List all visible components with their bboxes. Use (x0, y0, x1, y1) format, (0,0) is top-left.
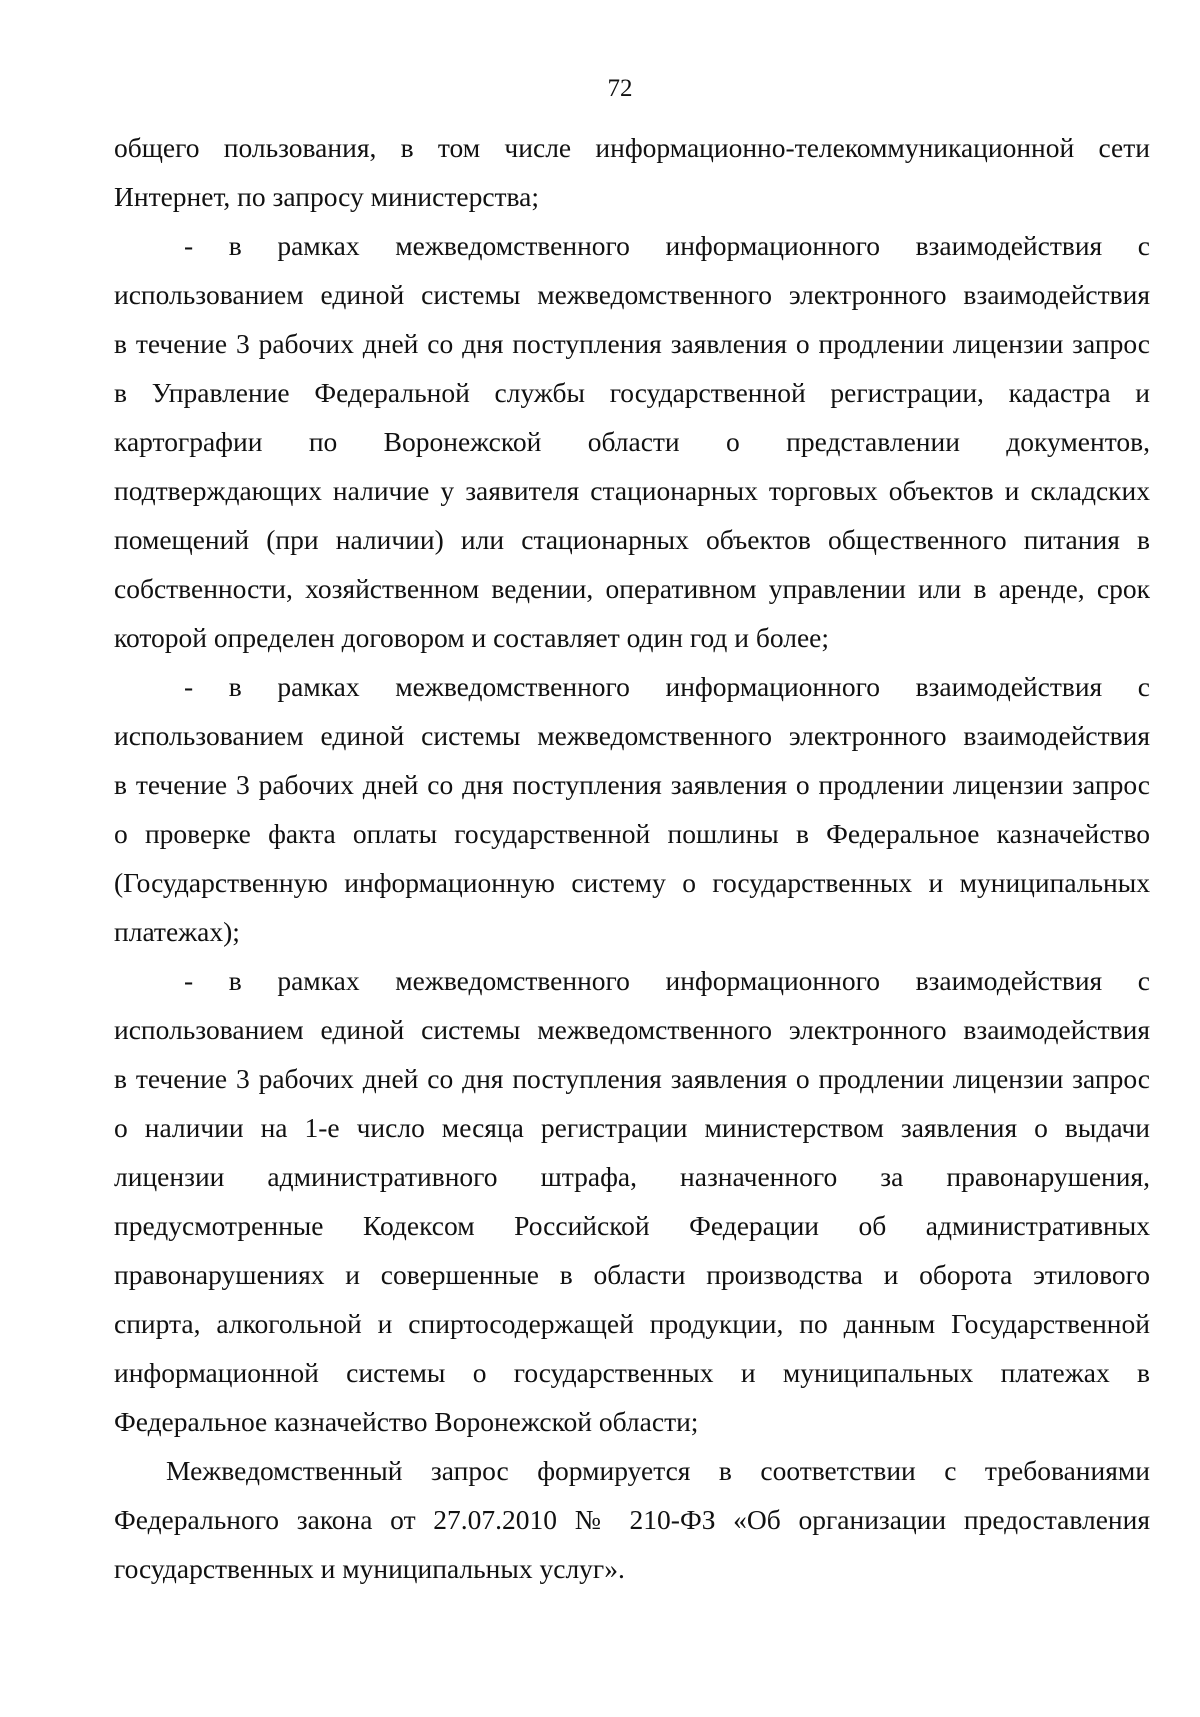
text-line: подтверждающих наличие у заявителя стационарных торговых объектов и складских (114, 475, 1150, 506)
text-line: спирта, алкогольной и спиртосодержащей продукции, по данным Государственной (114, 1308, 1150, 1339)
text-line: - в рамках межведомственного информационного взаимодействия с (184, 671, 1150, 702)
text-line: картографии по Воронежской области о представлении документов, (114, 426, 1150, 457)
text-line: о проверке факта оплаты государственной пошлины в Федеральное казначейство (114, 818, 1150, 849)
text-line: Федерального закона от 27.07.2010 № 210-ФЗ «Об организации предоставления (114, 1504, 1150, 1535)
text-line: предусмотренные Кодексом Российской Федерации об административных (114, 1210, 1150, 1241)
text-line: - в рамках межведомственного информационного взаимодействия с (184, 965, 1150, 996)
text-line: собственности, хозяйственном ведении, оперативном управлении или в аренде, срок (114, 573, 1150, 604)
text-line: общего пользования, в том числе информационно-телекоммуникационной сети (114, 132, 1150, 163)
text-line: Интернет, по запросу министерства; (114, 181, 540, 212)
body-text (114, 123, 1150, 1593)
text-line: лицензии административного штрафа, назначенного за правонарушения, (114, 1161, 1150, 1192)
text-line: в течение 3 рабочих дней со дня поступления заявления о продлении лицензии запрос (114, 769, 1150, 800)
text-line: государственных и муниципальных услуг». (114, 1553, 625, 1584)
text-line: правонарушениях и совершенные в области производства и оборота этилового (114, 1259, 1150, 1290)
text-line: использованием единой системы межведомственного электронного взаимодействия (114, 279, 1150, 310)
text-line: о наличии на 1-е число месяца регистрации министерством заявления о выдачи (114, 1112, 1150, 1143)
text-line: помещений (при наличии) или стационарных объектов общественного питания в (114, 524, 1150, 555)
text-line: использованием единой системы межведомственного электронного взаимодействия (114, 1014, 1150, 1045)
text-line: которой определен договором и составляет один год и более; (114, 622, 830, 653)
page-number: 72 (607, 75, 633, 102)
text-line: Межведомственный запрос формируется в соответствии с требованиями (166, 1455, 1150, 1486)
text-line: в Управление Федеральной службы государственной регистрации, кадастра и (114, 377, 1150, 408)
text-line: в течение 3 рабочих дней со дня поступления заявления о продлении лицензии запрос (114, 1063, 1150, 1094)
text-line: - в рамках межведомственного информационного взаимодействия с (184, 230, 1150, 261)
text-line: в течение 3 рабочих дней со дня поступления заявления о продлении лицензии запрос (114, 328, 1150, 359)
text-line: Федеральное казначейство Воронежской области; (114, 1406, 699, 1437)
text-line: (Государственную информационную систему о государственных и муниципальных (114, 867, 1150, 898)
text-line: платежах); (114, 916, 240, 947)
text-line: использованием единой системы межведомственного электронного взаимодействия (114, 720, 1150, 751)
text-line: информационной системы о государственных и муниципальных платежах в (114, 1357, 1150, 1388)
